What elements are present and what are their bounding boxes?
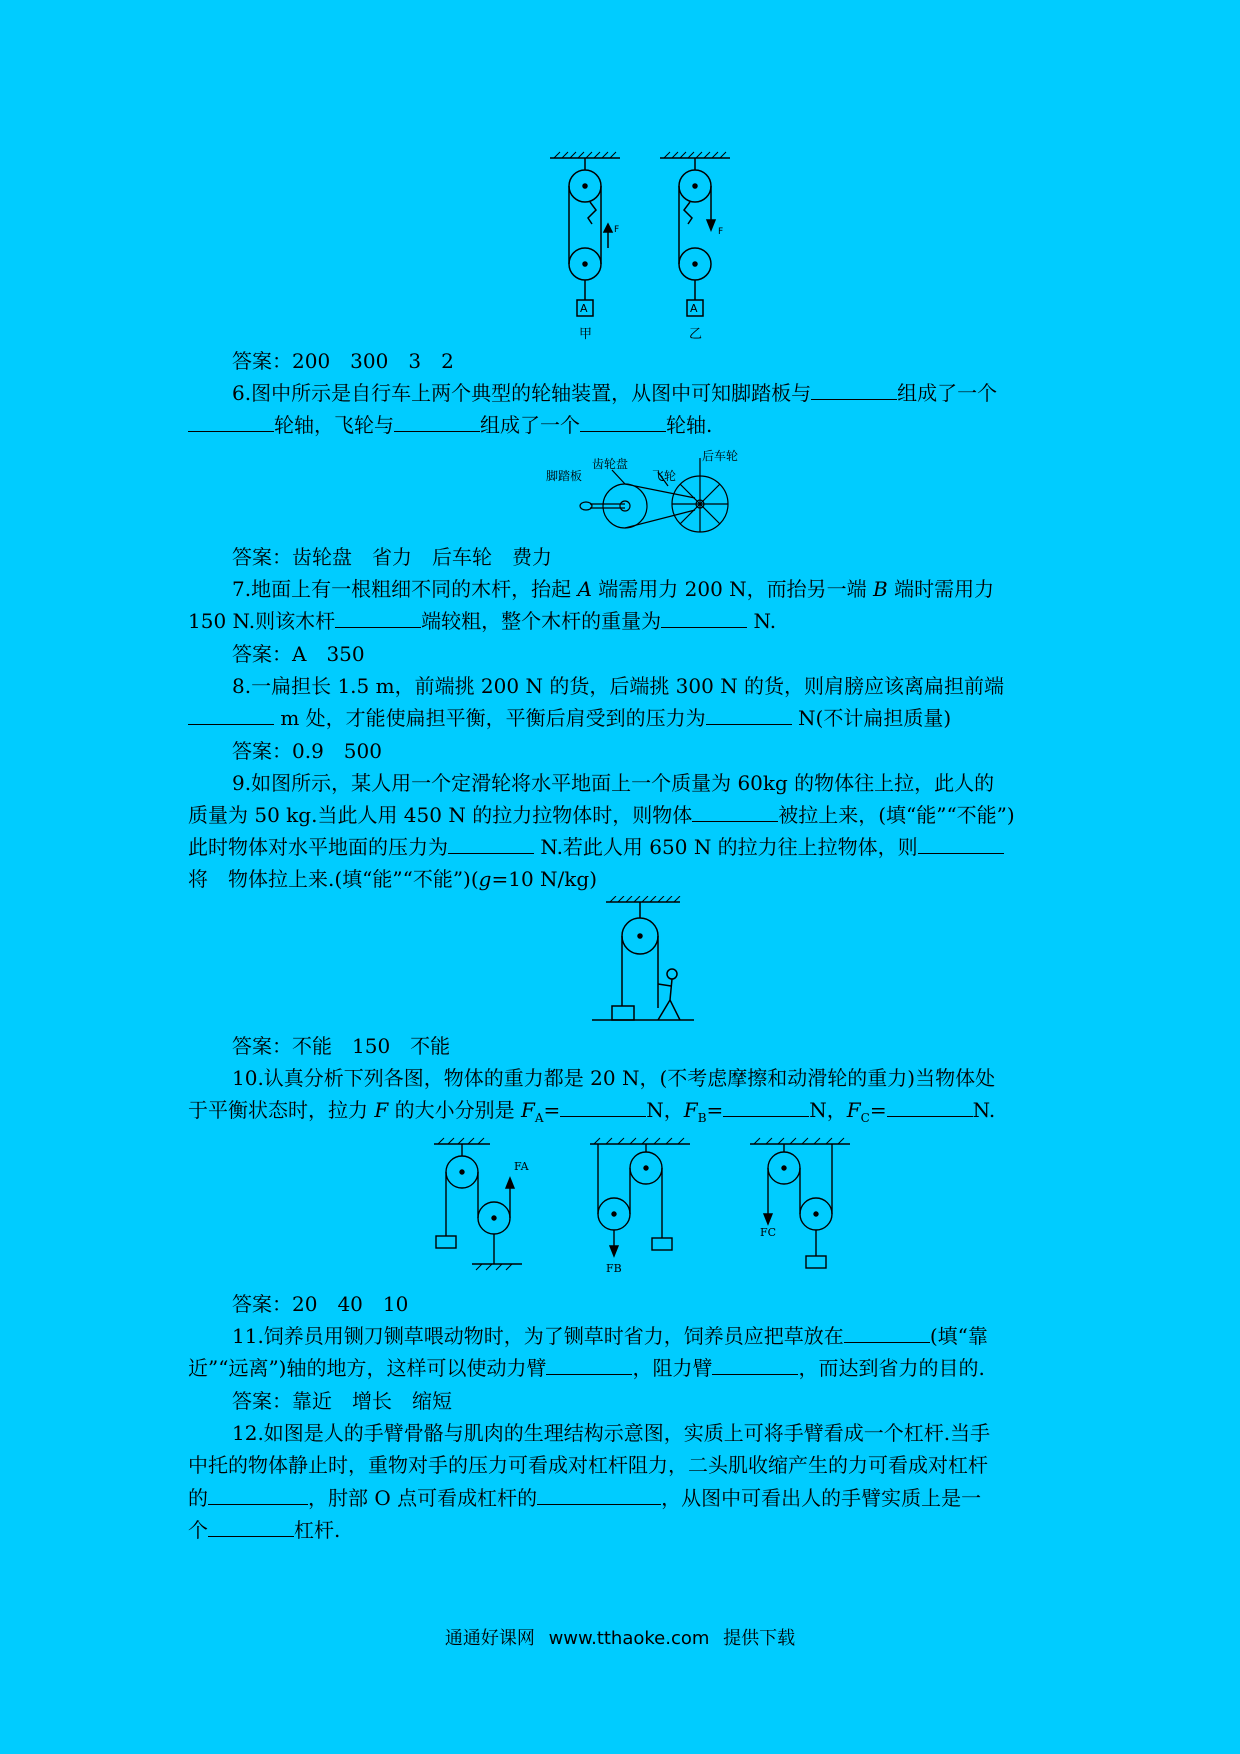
blank[interactable] (723, 1096, 809, 1117)
three-pulleys-figure (430, 1136, 860, 1276)
bicycle-figure (540, 446, 750, 534)
q12-line-3: 的 ，肘部 O 点可看成杠杆的 ，从图中可看出人的手臂实质上是一 (188, 1486, 982, 1510)
blank[interactable] (537, 1484, 661, 1505)
pulley-pair-diagram (540, 148, 740, 348)
fixed-pulley-figure (590, 896, 696, 1026)
answer-q11: 答案：靠近 增长 缩短 (232, 1389, 452, 1413)
q6-line-2: 轮轴，飞轮与 组成了一个 轮轴. (188, 409, 1052, 441)
answer-q7: 答案：A 350 (232, 642, 365, 666)
answer-q6: 答案：齿轮盘 省力 后车轮 费力 (232, 545, 552, 569)
q12-line-4: 个 杠杆. (188, 1518, 341, 1542)
label-fa: FA (514, 1160, 529, 1173)
blank[interactable] (546, 1354, 632, 1375)
blank[interactable] (844, 1322, 930, 1343)
load-label-right: A (690, 302, 698, 315)
blank[interactable] (661, 607, 747, 628)
blank[interactable] (335, 607, 421, 628)
answer-q10: 答案：20 40 10 (232, 1292, 409, 1316)
q12-line-1: 12.如图是人的手臂骨骼与肌肉的生理结构示意图，实质上可将手臂看成一个杠杆.当手 (232, 1421, 991, 1445)
answer-q5: 答案：200 300 3 2 (232, 349, 454, 373)
blank[interactable] (560, 1096, 646, 1117)
footer-note: 提供下载 (723, 1628, 796, 1649)
q11-line-1: 11.饲养员用铡刀铡草喂动物时，为了铡草时省力，饲养员应把草放在 (填“靠 (232, 1324, 988, 1348)
blank[interactable] (887, 1096, 973, 1117)
blank[interactable] (208, 1516, 294, 1537)
blank[interactable] (394, 411, 480, 432)
blank[interactable] (692, 801, 778, 822)
q9-line-1: 9.如图所示，某人用一个定滑轮将水平地面上一个质量为 60kg 的物体往上拉，此人的 (232, 771, 995, 795)
q9-line-3: 此时物体对水平地面的压力为 N.若此人用 650 N 的拉力往上拉物体，则 (188, 831, 1052, 863)
blank[interactable] (188, 411, 274, 432)
blank[interactable] (811, 379, 897, 400)
blank[interactable] (580, 411, 666, 432)
label-chainring: 齿轮盘 (592, 457, 629, 471)
blank[interactable] (918, 833, 1004, 854)
q10-line-1: 10.认真分析下列各图，物体的重力都是 20 N，(不考虑摩擦和动滑轮的重力)当物体处 (232, 1066, 996, 1090)
q7-line-1: 7.地面上有一根粗细不同的木杆，抬起 A 端需用力 200 N，而抬另一端 B 端时需用力 (232, 577, 995, 601)
pulley-pair-figure (540, 148, 740, 348)
blank[interactable] (208, 1484, 308, 1505)
blank[interactable] (448, 833, 534, 854)
q9-line-4: 将 物体拉上来.(填“能”“不能”)(g=10 N/kg) (188, 867, 598, 891)
q12-line-2: 中托的物体静止时，重物对手的压力可看成对杠杆阻力，二头肌收缩产生的力可看成对杠杆 (188, 1453, 988, 1477)
label-flywheel: 飞轮 (652, 469, 677, 483)
answer-q8: 答案：0.9 500 (232, 739, 382, 763)
q8-line-2: m 处，才能使扁担平衡，平衡后肩受到的压力为 N(不计扁担质量) (188, 702, 1052, 734)
blank[interactable] (712, 1354, 798, 1375)
label-rear-wheel: 后车轮 (702, 449, 739, 463)
q10-line-2: 于平衡状态时，拉力 F 的大小分别是 $F_A= N$，$F_B= N$，$F_C= N$. (188, 1098, 996, 1125)
answer-q9: 答案：不能 150 不能 (232, 1034, 451, 1058)
q9-line-2: 质量为 50 kg.当此人用 450 N 的拉力拉物体时，则物体 被拉上来，(填“能”“不能”) (188, 803, 1015, 827)
three-pulleys-diagram (430, 1136, 860, 1276)
q6-line-1: 6.图中所示是自行车上两个典型的轮轴装置，从图中可知脚踏板与 组成了一个 (232, 381, 998, 405)
footer-site: 通通好课网 (444, 1628, 535, 1649)
label-pedal: 脚踏板 (546, 469, 583, 483)
load-label-left: A (580, 302, 588, 315)
blank[interactable] (706, 704, 792, 725)
caption-jia: 甲 (579, 327, 593, 342)
caption-yi: 乙 (689, 327, 703, 342)
bicycle-diagram (540, 446, 750, 534)
label-fb: FB (606, 1262, 622, 1275)
blank[interactable] (188, 704, 274, 725)
q7-line-2: 150 N.则该木杆 端较粗，整个木杆的重量为 N. (188, 609, 777, 633)
page-footer (0, 1626, 1240, 1652)
fixed-pulley-diagram (590, 896, 696, 1026)
force-label-left: F (614, 225, 620, 235)
q11-line-2: 近”“远离”)轴的地方，这样可以使动力臂 ，阻力臂 ，而达到省力的目的. (188, 1356, 985, 1380)
force-label-right: F (718, 227, 724, 237)
label-fc: FC (760, 1226, 777, 1239)
q8-line-1: 8.一扁担长 1.5 m，前端挑 200 N 的货，后端挑 300 N 的货，则肩膀应该离扁担前端 (232, 674, 1005, 698)
footer-url[interactable]: www.tthaoke.com (548, 1628, 710, 1649)
